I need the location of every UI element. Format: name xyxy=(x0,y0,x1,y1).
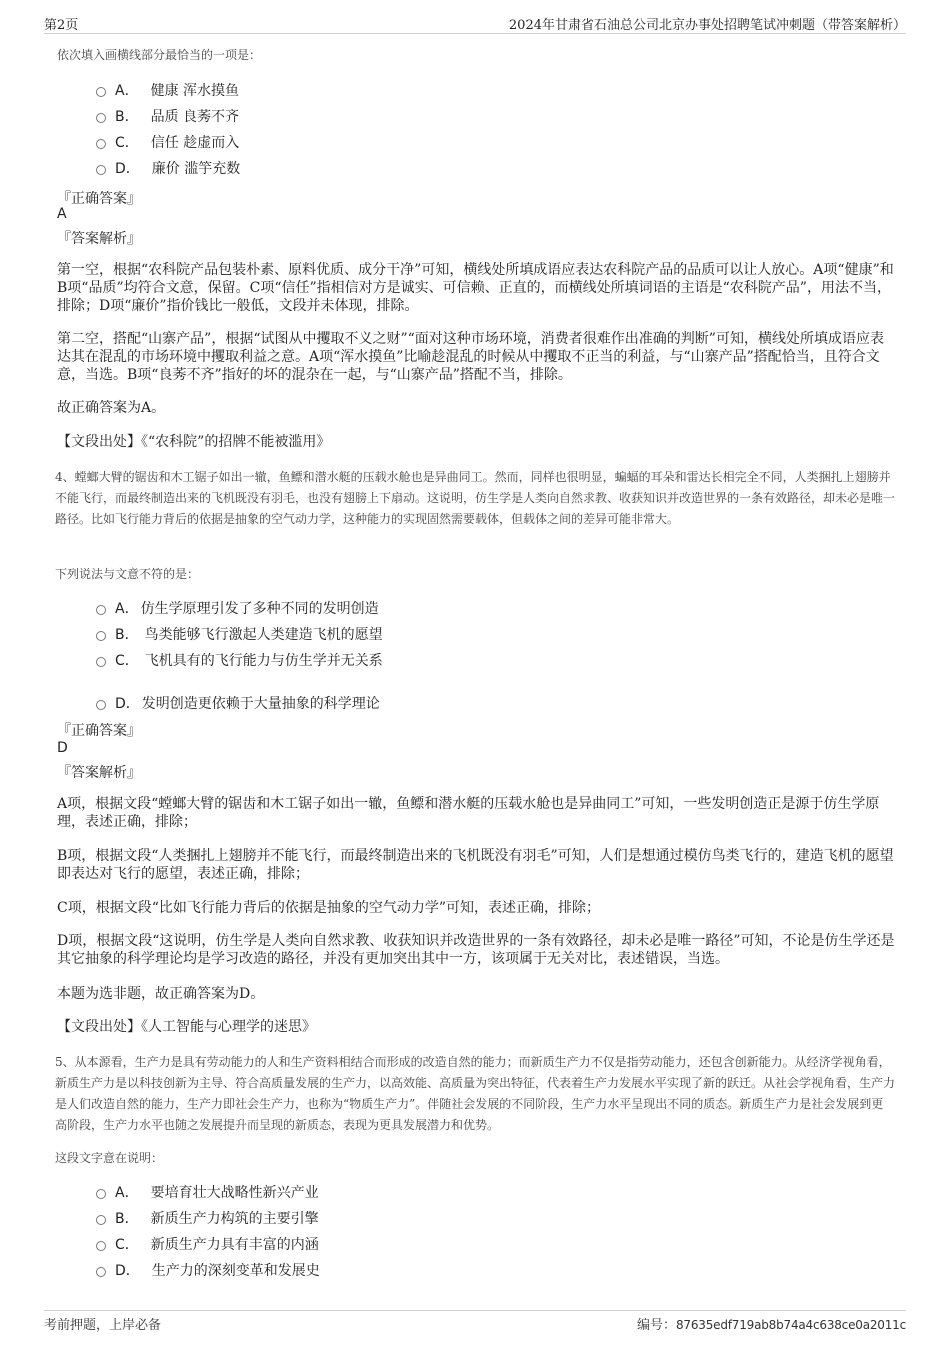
analysis-paragraph: A项，根据文段“螳螂大臂的锯齿和木工锯子如出一辙，鱼鳔和潜水艇的压载水舱也是异曲同工”可知，一些发明创造正是源于仿生学原理，表述正确，排除； xyxy=(57,796,880,830)
option-d[interactable]: D． 发明创造更依赖于大量抽象的科学理论 xyxy=(96,693,380,713)
radio-button[interactable] xyxy=(96,139,106,149)
analysis-paragraph: 第一空，根据“农科院产品包装朴素、原料优质、成分干净”可知，横线处所填成语应表达农科院产品的品质可以让人放心。A项“健康”和B项“品质”均符合文意，保留。C项“信任”指相信对方是诚实、可信赖、正直的，而横线处所填词语的主语是“农科院产品”，用法不当，排除；D项“廉价”指价钱比一般低，文段并未体现，排除。 xyxy=(57,262,894,314)
option-b[interactable]: B． 新质生产力构筑的主要引擎 xyxy=(96,1208,319,1228)
footer-slogan: 考前押题，上岸必备 xyxy=(44,1318,162,1333)
analysis-label: 『答案解析』 xyxy=(57,231,141,247)
option-d[interactable]: D． 生产力的深刻变革和发展史 xyxy=(96,1260,320,1280)
option-a[interactable]: A． 仿生学原理引发了多种不同的发明创造 xyxy=(96,598,379,618)
radio-button[interactable] xyxy=(96,1189,106,1199)
answer-value: D xyxy=(57,740,68,756)
option-a[interactable]: A． 健康 浑水摸鱼 xyxy=(96,80,239,100)
radio-button[interactable] xyxy=(96,113,106,123)
answer-value: A xyxy=(57,206,67,222)
answer-label: 『正确答案』 xyxy=(57,191,141,207)
source-citation: 【文段出处】《人工智能与心理学的迷思》 xyxy=(57,1019,316,1035)
radio-button[interactable] xyxy=(96,631,106,641)
option-c[interactable]: C． 飞机具有的飞行能力与仿生学并无关系 xyxy=(96,650,383,670)
radio-button[interactable] xyxy=(96,165,106,175)
answer-label: 『正确答案』 xyxy=(57,723,141,739)
code-value: 87635edf719ab8b74a4c638ce0a2011c xyxy=(676,1318,906,1332)
option-d[interactable]: D． 廉价 滥竽充数 xyxy=(96,158,240,178)
option-c[interactable]: C． 信任 趁虚而入 xyxy=(96,132,239,152)
question-passage: 4、螳螂大臂的锯齿和木工锯子如出一辙，鱼鳔和潜水艇的压载水舱也是异曲同工。然而，同样也很明显，蝙蝠的耳朵和雷达长相完全不同，人类捆扎上翅膀并不能飞行，而最终制造出来的飞机既没有羽毛，也没有翅膀上下扇动。这说明，仿生学是人类向自然求教、收获知识并改造世界的一条有效路径，却未必是唯一路径。比如飞行能力背后的依据是抽象的空气动力学，这种能力的实现固然需要载体，但载体之间的差异可能非常大。 xyxy=(55,470,896,526)
radio-button[interactable] xyxy=(96,87,106,97)
code-label: 编号： xyxy=(636,1318,676,1333)
document-code xyxy=(637,1314,906,1333)
option-b[interactable]: B． 鸟类能够飞行激起人类建造飞机的愿望 xyxy=(96,624,383,644)
analysis-paragraph: D项，根据文段“这说明，仿生学是人类向自然求教、收获知识并改造世界的一条有效路径，却未必是唯一路径”可知，不论是仿生学还是其它抽象的科学理论均是学习改造的路径，并没有更加突出其中一方，该项属于无关对比，表述错误，当选。 xyxy=(57,933,895,967)
analysis-conclusion: 本题为选非题，故正确答案为D。 xyxy=(57,986,265,1002)
option-b[interactable]: B． 品质 良莠不齐 xyxy=(96,106,239,126)
analysis-paragraph: C项，根据文段“比如飞行能力背后的依据是抽象的空气动力学”可知，表述正确，排除； xyxy=(57,900,601,916)
radio-button[interactable] xyxy=(96,1241,106,1251)
analysis-paragraph: B项，根据文段“人类捆扎上翅膀并不能飞行，而最终制造出来的飞机既没有羽毛”可知，人们是想通过模仿鸟类飞行的，建造飞机的愿望即表达对飞行的愿望，表述正确，排除； xyxy=(57,848,894,882)
analysis-paragraph: 第二空，搭配“山寨产品”，根据“试图从中攫取不义之财”“面对这种市场环境，消费者很难作出准确的判断”可知，横线处所填成语应表达其在混乱的市场环境中攫取利益之意。A项“浑水摸鱼”比喻趁混乱的时候从中攫取不正当的利益，与“山寨产品”搭配恰当，且符合文意，当选。B项“良莠不齐”指好的坏的混杂在一起，与“山寨产品”搭配不当，排除。 xyxy=(57,331,884,383)
question-passage: 5、从本源看，生产力是具有劳动能力的人和生产资料相结合而形成的改造自然的能力；而新质生产力不仅是指劳动能力，还包含创新能力。从经济学视角看，新质生产力是以科技创新为主导、符合高质量发展的生产力，以高效能、高质量为突出特征，代表着生产力发展水平实现了新的跃迁。从社会学视角看，生产力是人们改造自然的能力，生产力即社会生产力，也称为“物质生产力”。伴随社会发展的不同阶段，生产力水平呈现出不同的质态。新质生产力是社会发展到更高阶段，生产力水平也随之发展提升而呈现的新质态，表现为更具发展潜力和优势。 xyxy=(55,1055,896,1132)
option-a[interactable]: A． 要培育壮大战略性新兴产业 xyxy=(96,1182,319,1202)
radio-button[interactable] xyxy=(96,1215,106,1225)
option-c[interactable]: C． 新质生产力具有丰富的内涵 xyxy=(96,1234,319,1254)
analysis-conclusion: 故正确答案为A。 xyxy=(57,400,166,416)
radio-button[interactable] xyxy=(96,1267,106,1277)
page-number: 第2页 xyxy=(44,18,79,33)
analysis-label: 『答案解析』 xyxy=(57,765,141,781)
question-stem: 依次填入画横线部分最恰当的一项是： xyxy=(57,48,262,62)
radio-button[interactable] xyxy=(96,605,106,615)
radio-button[interactable] xyxy=(96,657,106,667)
document-title: 2024年甘肃省石油总公司北京办事处招聘笔试冲刺题（带答案解析） xyxy=(508,18,906,33)
question-stem: 下列说法与文意不符的是： xyxy=(55,567,200,581)
footer-divider xyxy=(44,1310,906,1311)
question-stem: 这段文字意在说明： xyxy=(55,1151,164,1165)
radio-button[interactable] xyxy=(96,700,106,710)
header-divider xyxy=(44,33,906,34)
source-citation: 【文段出处】《“农科院”的招牌不能被滥用》 xyxy=(57,434,331,450)
